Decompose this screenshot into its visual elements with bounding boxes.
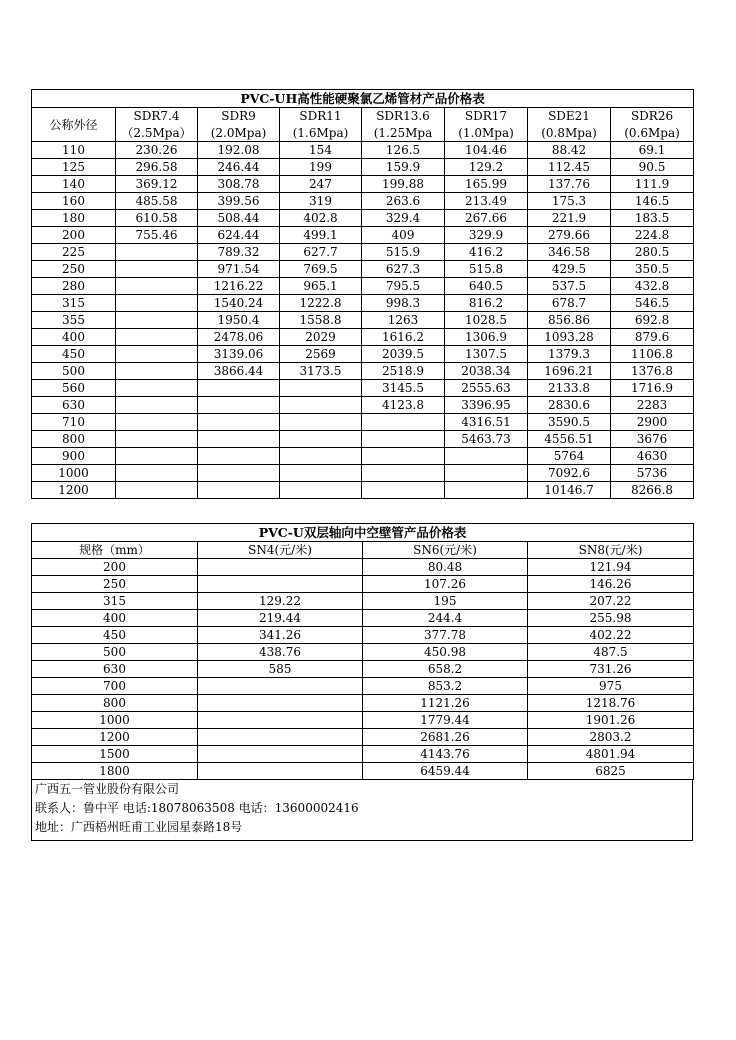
price-cell: 3866.44 bbox=[198, 363, 280, 380]
price-cell: 69.1 bbox=[611, 142, 694, 159]
price-cell: 1950.4 bbox=[198, 312, 280, 329]
pvc-uh-price-table bbox=[31, 89, 694, 499]
price-cell: 6459.44 bbox=[363, 763, 528, 780]
table-row bbox=[32, 465, 694, 482]
diameter-cell: 1000 bbox=[32, 465, 116, 482]
table-row bbox=[32, 661, 694, 678]
price-cell: 112.45 bbox=[528, 159, 611, 176]
price-cell: 795.5 bbox=[362, 278, 445, 295]
price-cell: 146.5 bbox=[611, 193, 694, 210]
price-cell: 429.5 bbox=[528, 261, 611, 278]
spec-cell: 200 bbox=[32, 559, 198, 576]
spec-cell: 250 bbox=[32, 576, 198, 593]
price-cell: 4630 bbox=[611, 448, 694, 465]
price-cell: 4143.76 bbox=[363, 746, 528, 763]
price-cell: 247 bbox=[280, 176, 362, 193]
table-row bbox=[32, 763, 694, 780]
price-cell bbox=[116, 363, 198, 380]
price-cell: 450.98 bbox=[363, 644, 528, 661]
table-row bbox=[32, 746, 694, 763]
price-cell: 856.86 bbox=[528, 312, 611, 329]
price-cell: 369.12 bbox=[116, 176, 198, 193]
price-cell: 1376.8 bbox=[611, 363, 694, 380]
column-pressure-rating: （2.5Mpa） bbox=[116, 125, 198, 142]
price-cell bbox=[116, 431, 198, 448]
price-cell: 399.56 bbox=[198, 193, 280, 210]
price-cell: 416.2 bbox=[445, 244, 528, 261]
price-cell: 146.26 bbox=[528, 576, 694, 593]
diameter-cell: 800 bbox=[32, 431, 116, 448]
table-row bbox=[32, 176, 694, 193]
price-cell: 508.44 bbox=[198, 210, 280, 227]
diameter-cell: 450 bbox=[32, 346, 116, 363]
price-cell bbox=[116, 448, 198, 465]
price-cell: 263.6 bbox=[362, 193, 445, 210]
price-cell: 2283 bbox=[611, 397, 694, 414]
price-cell: 789.32 bbox=[198, 244, 280, 261]
price-cell: 195 bbox=[363, 593, 528, 610]
price-cell: 2038.34 bbox=[445, 363, 528, 380]
table-row bbox=[32, 295, 694, 312]
price-cell: 1616.2 bbox=[362, 329, 445, 346]
price-cell bbox=[362, 465, 445, 482]
table-row bbox=[32, 380, 694, 397]
table-row bbox=[32, 261, 694, 278]
price-cell: 658.2 bbox=[363, 661, 528, 678]
price-cell bbox=[116, 346, 198, 363]
price-cell: 678.7 bbox=[528, 295, 611, 312]
spec-cell: 700 bbox=[32, 678, 198, 695]
price-cell: 965.1 bbox=[280, 278, 362, 295]
price-cell: 221.9 bbox=[528, 210, 611, 227]
contact-line: 联系人：鲁中平 电话:18078063508 电话：13600002416 bbox=[35, 801, 359, 815]
price-cell bbox=[280, 414, 362, 431]
price-cell: 350.5 bbox=[611, 261, 694, 278]
price-cell bbox=[445, 448, 528, 465]
price-cell: 183.5 bbox=[611, 210, 694, 227]
price-cell: 402.22 bbox=[528, 627, 694, 644]
table-row bbox=[32, 431, 694, 448]
column-header: 规格（mm） bbox=[32, 542, 198, 559]
price-cell: 1696.21 bbox=[528, 363, 611, 380]
price-cell: 402.8 bbox=[280, 210, 362, 227]
price-cell: 4316.51 bbox=[445, 414, 528, 431]
price-cell: 4556.51 bbox=[528, 431, 611, 448]
table-row bbox=[32, 610, 694, 627]
table-row bbox=[32, 210, 694, 227]
price-cell: 731.26 bbox=[528, 661, 694, 678]
spec-cell: 450 bbox=[32, 627, 198, 644]
column-pressure-rating: (1.6Mpa) bbox=[280, 125, 362, 142]
price-cell: 129.2 bbox=[445, 159, 528, 176]
column-pressure-rating: (1.0Mpa) bbox=[445, 125, 528, 142]
price-cell bbox=[280, 431, 362, 448]
table-row bbox=[32, 644, 694, 661]
price-cell: 2803.2 bbox=[528, 729, 694, 746]
table-row bbox=[32, 559, 694, 576]
price-cell: 975 bbox=[528, 678, 694, 695]
price-cell bbox=[116, 261, 198, 278]
price-cell: 308.78 bbox=[198, 176, 280, 193]
table-row bbox=[32, 729, 694, 746]
price-cell bbox=[116, 380, 198, 397]
price-cell bbox=[198, 448, 280, 465]
diameter-cell: 560 bbox=[32, 380, 116, 397]
price-cell bbox=[445, 482, 528, 499]
spec-cell: 1500 bbox=[32, 746, 198, 763]
price-cell: 1716.9 bbox=[611, 380, 694, 397]
price-cell: 2569 bbox=[280, 346, 362, 363]
diameter-cell: 315 bbox=[32, 295, 116, 312]
price-cell bbox=[198, 729, 363, 746]
price-cell: 224.8 bbox=[611, 227, 694, 244]
price-cell: 107.26 bbox=[363, 576, 528, 593]
price-cell bbox=[116, 414, 198, 431]
spec-cell: 500 bbox=[32, 644, 198, 661]
price-cell: 3396.95 bbox=[445, 397, 528, 414]
price-cell bbox=[198, 397, 280, 414]
price-cell: 267.66 bbox=[445, 210, 528, 227]
table-row bbox=[32, 576, 694, 593]
price-cell: 998.3 bbox=[362, 295, 445, 312]
column-pressure-rating: (0.6Mpa) bbox=[611, 125, 694, 142]
price-cell bbox=[445, 465, 528, 482]
table-row bbox=[32, 363, 694, 380]
diameter-cell: 110 bbox=[32, 142, 116, 159]
column-header: SDR13.6 bbox=[362, 108, 445, 125]
price-cell: 1901.26 bbox=[528, 712, 694, 729]
diameter-cell: 900 bbox=[32, 448, 116, 465]
column-header: SDR11 bbox=[280, 108, 362, 125]
price-cell: 515.9 bbox=[362, 244, 445, 261]
column-header: SDR17 bbox=[445, 108, 528, 125]
price-cell: 329.4 bbox=[362, 210, 445, 227]
diameter-cell: 160 bbox=[32, 193, 116, 210]
price-cell: 2029 bbox=[280, 329, 362, 346]
price-cell: 3676 bbox=[611, 431, 694, 448]
price-cell bbox=[116, 244, 198, 261]
price-cell bbox=[280, 448, 362, 465]
price-cell: 199.88 bbox=[362, 176, 445, 193]
spec-cell: 1000 bbox=[32, 712, 198, 729]
diameter-cell: 710 bbox=[32, 414, 116, 431]
table-row bbox=[32, 227, 694, 244]
diameter-cell: 355 bbox=[32, 312, 116, 329]
price-cell: 111.9 bbox=[611, 176, 694, 193]
table-row bbox=[32, 142, 694, 159]
price-cell: 1540.24 bbox=[198, 295, 280, 312]
price-cell: 610.58 bbox=[116, 210, 198, 227]
table-row bbox=[32, 482, 694, 499]
price-cell: 1093.28 bbox=[528, 329, 611, 346]
price-cell bbox=[198, 431, 280, 448]
price-cell: 1307.5 bbox=[445, 346, 528, 363]
spec-cell: 315 bbox=[32, 593, 198, 610]
price-cell: 3139.06 bbox=[198, 346, 280, 363]
price-cell: 4801.94 bbox=[528, 746, 694, 763]
price-cell: 219.44 bbox=[198, 610, 363, 627]
price-cell bbox=[198, 559, 363, 576]
price-cell: 159.9 bbox=[362, 159, 445, 176]
table-row bbox=[32, 397, 694, 414]
price-cell bbox=[280, 380, 362, 397]
pvc-u-double-wall-price-table bbox=[31, 523, 694, 780]
price-cell: 755.46 bbox=[116, 227, 198, 244]
table-row bbox=[32, 312, 694, 329]
price-cell: 199 bbox=[280, 159, 362, 176]
price-cell bbox=[116, 397, 198, 414]
diameter-cell: 400 bbox=[32, 329, 116, 346]
price-cell: 640.5 bbox=[445, 278, 528, 295]
table-row bbox=[32, 678, 694, 695]
price-cell: 192.08 bbox=[198, 142, 280, 159]
price-cell bbox=[198, 678, 363, 695]
price-cell: 409 bbox=[362, 227, 445, 244]
price-cell: 329.9 bbox=[445, 227, 528, 244]
price-cell: 1306.9 bbox=[445, 329, 528, 346]
price-cell bbox=[116, 465, 198, 482]
price-cell: 175.3 bbox=[528, 193, 611, 210]
price-cell: 1263 bbox=[362, 312, 445, 329]
spec-cell: 800 bbox=[32, 695, 198, 712]
price-cell bbox=[198, 712, 363, 729]
price-cell: 207.22 bbox=[528, 593, 694, 610]
diameter-cell: 280 bbox=[32, 278, 116, 295]
table-row bbox=[32, 627, 694, 644]
diameter-cell: 200 bbox=[32, 227, 116, 244]
price-cell bbox=[198, 746, 363, 763]
price-cell: 627.7 bbox=[280, 244, 362, 261]
price-cell: 230.26 bbox=[116, 142, 198, 159]
price-cell: 692.8 bbox=[611, 312, 694, 329]
price-cell: 1379.3 bbox=[528, 346, 611, 363]
price-cell bbox=[116, 329, 198, 346]
price-cell: 296.58 bbox=[116, 159, 198, 176]
price-cell: 5736 bbox=[611, 465, 694, 482]
table-row bbox=[32, 414, 694, 431]
diameter-cell: 140 bbox=[32, 176, 116, 193]
price-cell: 2681.26 bbox=[363, 729, 528, 746]
column-header: SDR7.4 bbox=[116, 108, 198, 125]
price-cell bbox=[116, 312, 198, 329]
table-row bbox=[32, 159, 694, 176]
price-cell: 8266.8 bbox=[611, 482, 694, 499]
diameter-cell: 500 bbox=[32, 363, 116, 380]
table-title: PVC-U双层轴向中空壁管产品价格表 bbox=[32, 524, 694, 542]
price-cell bbox=[362, 448, 445, 465]
price-cell: 213.49 bbox=[445, 193, 528, 210]
price-cell: 2900 bbox=[611, 414, 694, 431]
price-cell: 5764 bbox=[528, 448, 611, 465]
price-cell: 341.26 bbox=[198, 627, 363, 644]
price-cell: 6825 bbox=[528, 763, 694, 780]
table-row bbox=[32, 712, 694, 729]
price-cell: 10146.7 bbox=[528, 482, 611, 499]
price-cell: 126.5 bbox=[362, 142, 445, 159]
address-line: 地址：广西梧州旺甫工业园星泰路18号 bbox=[35, 820, 243, 834]
spec-cell: 1200 bbox=[32, 729, 198, 746]
table-row bbox=[32, 695, 694, 712]
diameter-cell: 630 bbox=[32, 397, 116, 414]
price-cell: 1028.5 bbox=[445, 312, 528, 329]
price-cell: 2478.06 bbox=[198, 329, 280, 346]
price-cell bbox=[280, 397, 362, 414]
price-cell: 7092.6 bbox=[528, 465, 611, 482]
price-cell bbox=[198, 380, 280, 397]
diameter-cell: 1200 bbox=[32, 482, 116, 499]
spec-cell: 1800 bbox=[32, 763, 198, 780]
price-cell: 2830.6 bbox=[528, 397, 611, 414]
price-cell: 485.58 bbox=[116, 193, 198, 210]
spec-cell: 630 bbox=[32, 661, 198, 678]
price-cell bbox=[198, 576, 363, 593]
column-header: SDR26 bbox=[611, 108, 694, 125]
price-cell bbox=[280, 482, 362, 499]
price-cell: 1121.26 bbox=[363, 695, 528, 712]
price-cell: 3590.5 bbox=[528, 414, 611, 431]
price-cell: 104.46 bbox=[445, 142, 528, 159]
price-cell: 255.98 bbox=[528, 610, 694, 627]
table-row bbox=[32, 193, 694, 210]
price-cell: 537.5 bbox=[528, 278, 611, 295]
diameter-cell: 125 bbox=[32, 159, 116, 176]
table-row bbox=[32, 448, 694, 465]
table-row bbox=[32, 593, 694, 610]
column-header: SN8(元/米) bbox=[528, 542, 694, 559]
price-cell bbox=[198, 763, 363, 780]
price-cell: 80.48 bbox=[363, 559, 528, 576]
table-title: PVC-UH高性能硬聚氯乙烯管材产品价格表 bbox=[32, 90, 694, 108]
table-row bbox=[32, 244, 694, 261]
price-cell: 5463.73 bbox=[445, 431, 528, 448]
column-header: SDE21 bbox=[528, 108, 611, 125]
price-cell: 1222.8 bbox=[280, 295, 362, 312]
price-cell: 624.44 bbox=[198, 227, 280, 244]
spec-cell: 400 bbox=[32, 610, 198, 627]
price-cell: 154 bbox=[280, 142, 362, 159]
column-header: SN4(元/米) bbox=[198, 542, 363, 559]
price-cell: 244.4 bbox=[363, 610, 528, 627]
price-cell: 90.5 bbox=[611, 159, 694, 176]
price-cell bbox=[198, 695, 363, 712]
price-cell: 1216.22 bbox=[198, 278, 280, 295]
price-cell: 88.42 bbox=[528, 142, 611, 159]
table-row bbox=[32, 346, 694, 363]
price-cell: 3173.5 bbox=[280, 363, 362, 380]
price-cell: 499.1 bbox=[280, 227, 362, 244]
price-cell: 280.5 bbox=[611, 244, 694, 261]
price-cell: 438.76 bbox=[198, 644, 363, 661]
price-cell: 853.2 bbox=[363, 678, 528, 695]
price-cell: 816.2 bbox=[445, 295, 528, 312]
price-cell bbox=[198, 465, 280, 482]
column-pressure-rating: (1.25Mpa bbox=[362, 125, 445, 142]
price-cell: 2039.5 bbox=[362, 346, 445, 363]
price-cell: 319 bbox=[280, 193, 362, 210]
column-header: SN6(元/米) bbox=[363, 542, 528, 559]
price-cell: 137.76 bbox=[528, 176, 611, 193]
price-cell: 432.8 bbox=[611, 278, 694, 295]
price-cell: 246.44 bbox=[198, 159, 280, 176]
price-cell: 1779.44 bbox=[363, 712, 528, 729]
price-cell: 546.5 bbox=[611, 295, 694, 312]
price-cell: 2133.8 bbox=[528, 380, 611, 397]
price-cell bbox=[116, 278, 198, 295]
diameter-cell: 250 bbox=[32, 261, 116, 278]
price-cell: 1218.76 bbox=[528, 695, 694, 712]
table-row bbox=[32, 278, 694, 295]
column-pressure-rating: (0.8Mpa) bbox=[528, 125, 611, 142]
company-info bbox=[31, 780, 693, 841]
price-cell: 879.6 bbox=[611, 329, 694, 346]
price-cell: 627.3 bbox=[362, 261, 445, 278]
price-cell: 971.54 bbox=[198, 261, 280, 278]
price-cell bbox=[198, 414, 280, 431]
diameter-cell: 225 bbox=[32, 244, 116, 261]
price-cell bbox=[280, 465, 362, 482]
price-cell: 165.99 bbox=[445, 176, 528, 193]
price-cell: 3145.5 bbox=[362, 380, 445, 397]
price-cell: 2518.9 bbox=[362, 363, 445, 380]
price-cell: 4123.8 bbox=[362, 397, 445, 414]
price-cell bbox=[362, 414, 445, 431]
price-cell bbox=[116, 295, 198, 312]
price-cell: 279.66 bbox=[528, 227, 611, 244]
price-cell: 515.8 bbox=[445, 261, 528, 278]
price-cell: 121.94 bbox=[528, 559, 694, 576]
price-cell bbox=[198, 482, 280, 499]
diameter-cell: 180 bbox=[32, 210, 116, 227]
price-cell bbox=[362, 482, 445, 499]
price-cell: 769.5 bbox=[280, 261, 362, 278]
price-cell: 2555.63 bbox=[445, 380, 528, 397]
price-cell: 129.22 bbox=[198, 593, 363, 610]
price-cell bbox=[362, 431, 445, 448]
table-row bbox=[32, 329, 694, 346]
price-cell: 585 bbox=[198, 661, 363, 678]
price-cell: 1558.8 bbox=[280, 312, 362, 329]
price-cell: 1106.8 bbox=[611, 346, 694, 363]
price-cell: 377.78 bbox=[363, 627, 528, 644]
column-header: 公称外径 bbox=[32, 108, 116, 142]
company-name: 广西五一管业股份有限公司 bbox=[35, 782, 180, 796]
column-pressure-rating: (2.0Mpa) bbox=[198, 125, 280, 142]
price-cell: 487.5 bbox=[528, 644, 694, 661]
price-cell: 346.58 bbox=[528, 244, 611, 261]
column-header: SDR9 bbox=[198, 108, 280, 125]
price-cell bbox=[116, 482, 198, 499]
